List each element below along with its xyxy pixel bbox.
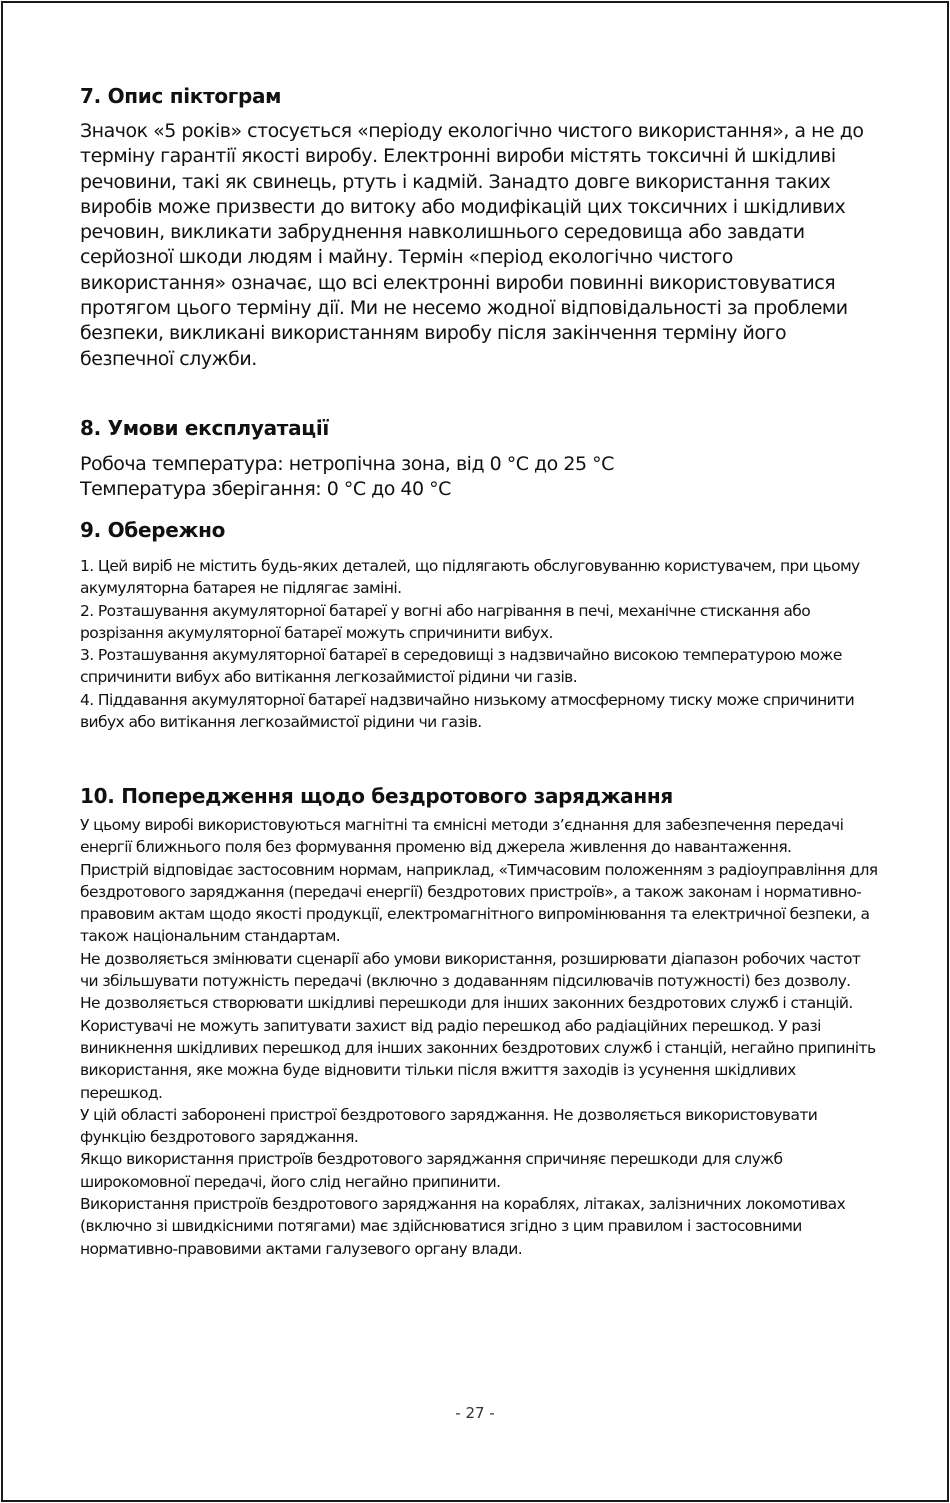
operating-temperature: Робоча температура: нетропічна зона, від 0 °C до 25 °C bbox=[80, 453, 614, 475]
storage-temperature: Температура зберігання: 0 °C до 40 °C bbox=[80, 478, 451, 501]
wireless-paragraph: Якщо використання пристроїв бездротового заряджання спричиняє перешкоди для служб широкомовної передачі, його слід негайно припинити. bbox=[80, 1150, 783, 1191]
section-9-heading: 9. Обережно bbox=[80, 518, 226, 542]
wireless-paragraph: У цьому виробі використовуються магнітні та ємнісні методи з’єднання для забезпечення передачі енергії ближнього поля без формування променю від джерела живлення до навантаження. bbox=[80, 816, 844, 857]
section-9-list bbox=[80, 555, 880, 733]
wireless-paragraph: Використання пристроїв бездротового заряджання на кораблях, літаках, залізничних локомотивах (включно зі швидкісними потягами) має здійснюватися згідно з цим правилом і застосовними нормативно-правовими актами галузевого органу влади. bbox=[80, 1195, 846, 1258]
section-7-text bbox=[80, 119, 880, 372]
section-10-heading: 10. Попередження щодо бездротового заряджання bbox=[80, 784, 673, 808]
section-8-heading: 8. Умови експлуатації bbox=[80, 416, 329, 440]
section-7-paragraph: Значок «5 років» стосується «періоду екологічно чистого використання», а не до терміну гарантії якості виробу. Електронні вироби містять токсичні й шкідливі речовини, такі як свинець, ртуть і кадмій. Занадто довге використання таких виробів може призвести до витоку або модифікацій цих токсичних і шкідливих речовин, викликати забруднення навколишнього середовища або завдати серйозної шкоди людям і майну. Термін «період екологічно чистого використання» означає, що всі електронні вироби повинні використовуватися протягом цього терміну дії. Ми не несемо жодної відповідальності за проблеми безпеки, викликані використанням виробу після закінчення терміну його безпечної служби. bbox=[80, 120, 864, 370]
section-10-text bbox=[80, 814, 880, 1260]
caution-item: 2. Розташування акумуляторної батареї у вогні або нагрівання в печі, механічне стискання або розрізання акумуляторної батареї можуть спричинити вибух. bbox=[80, 601, 811, 642]
section-8-text bbox=[80, 452, 880, 503]
caution-item: 4. Піддавання акумуляторної батареї надзвичайно низькому атмосферному тиску може спричинити вибух або витікання легкозаймистої рідини чи газів. bbox=[80, 690, 855, 732]
caution-item: 3. Розташування акумуляторної батареї в середовищі з надзвичайно високою температурою може спричинити вибух або витікання легкозаймистої рідини чи газів. bbox=[80, 646, 842, 687]
caution-item: 1. Цей виріб не містить будь-яких деталей, що підлягають обслуговуванню користувачем, при цьому акумуляторна батарея не підлягає заміні. bbox=[80, 557, 860, 598]
section-7-heading: 7. Опис піктограм bbox=[80, 84, 282, 108]
wireless-paragraph: У цій області заборонені пристрої бездротового заряджання. Не дозволяється використовувати функцію бездротового заряджання. bbox=[80, 1105, 818, 1147]
wireless-paragraph: Пристрій відповідає застосовним нормам, наприклад, «Тимчасовим положенням з радіоуправління для бездротового заряджання (передачі енергії) бездротових пристроїв», а також законам і нормативно-правовим актам щодо якості продукції, електромагнітного випромінювання та електричної безпеки, а також національним стандартам. bbox=[80, 860, 878, 946]
wireless-paragraph: Не дозволяється змінювати сценарії або умови використання, розширювати діапазон робочих частот чи збільшувати потужність передачі (включно з додаванням підсилювачів потужності) без дозволу. bbox=[80, 949, 861, 991]
page-number: - 27 - bbox=[455, 1404, 495, 1422]
wireless-paragraph: Не дозволяється створювати шкідливі перешкоди для інших законних бездротових служб і станцій. Користувачі не можуть запитувати захист від радіо перешкод або радіаційних перешкод. У разі виникнення шкідливих перешкод для інших законних бездротових служб і станцій, негайно припиніть використання, яке можна буде відновити тільки після вжиття заходів із усунення шкідливих перешкод. bbox=[80, 994, 876, 1102]
